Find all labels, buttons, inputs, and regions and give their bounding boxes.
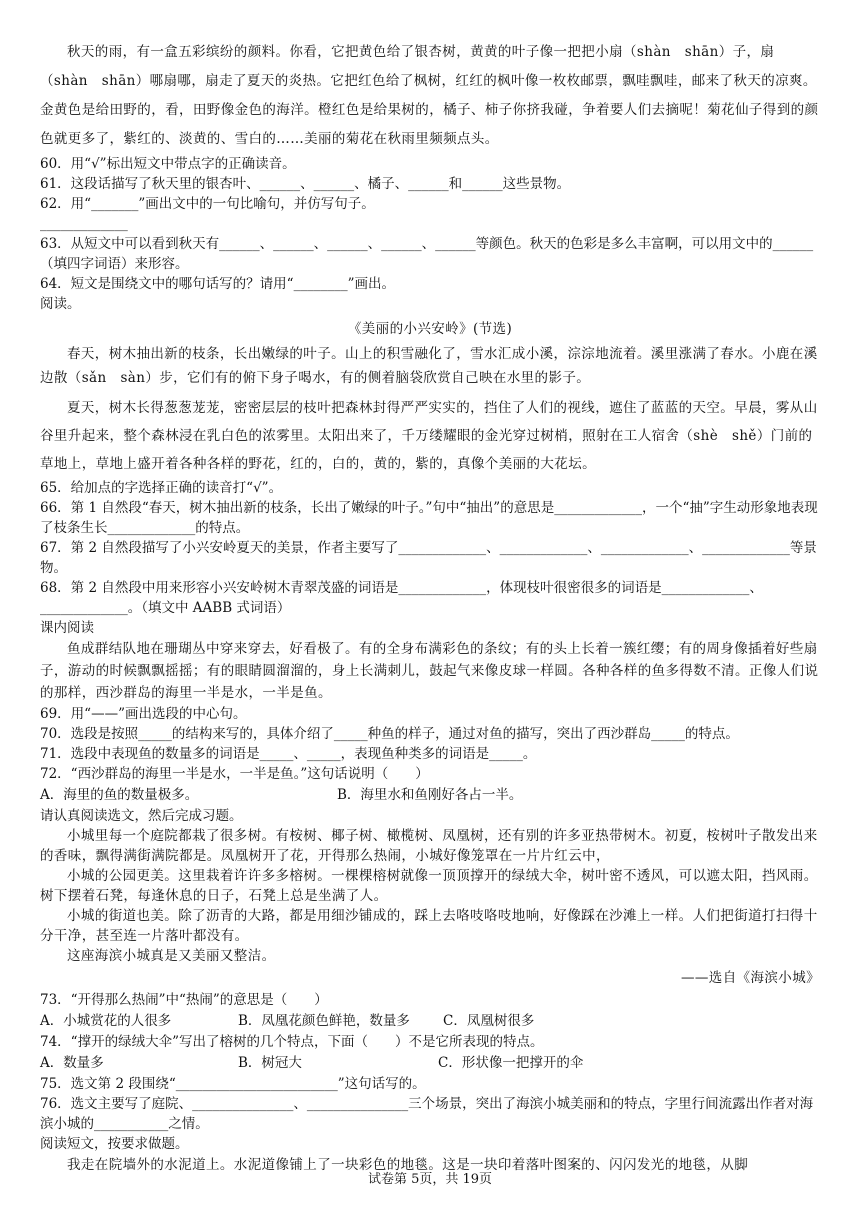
- text-line: 阅读短文，按要求做题。: [40, 1136, 189, 1152]
- text-line: 春天，树木抽出新的枝条，长出嫩绿的叶子。山上的积雪融化了，雪水汇成小溪，淙淙地流着。溪里涨满了春水。小鹿在溪边散（sǎn sàn）步，它们有的俯下身子喝水，有的侧着脑袋欣赏自己映在水里的影子。: [40, 346, 818, 386]
- text-line: 62．用“_______”画出文中的一句比喻句，并仿写句子。: [40, 196, 375, 212]
- text-line: 请认真阅读选文，然后完成习题。: [40, 808, 243, 824]
- q73-options: [40, 1010, 820, 1032]
- text-line: _____________: [40, 216, 128, 232]
- text-line: 课内阅读: [40, 620, 94, 636]
- text-line: 67．第 2 自然段描写了小兴安岭夏天的美景，作者主要写了_____________、_____________、_____________、_____________等景物。: [40, 540, 817, 576]
- option-item: A．小城赏花的人很多: [40, 1013, 172, 1029]
- text-line: 61．这段话描写了秋天里的银杏叶、______、______、橘子、______和______这些景物。: [40, 176, 571, 192]
- text-line: 69．用“——”画出选段的中心句。: [40, 706, 247, 722]
- option-item: A．海里的鱼的数量极多。: [40, 787, 199, 803]
- text-line: 65．给加点的字选择正确的读音打“√”。: [40, 480, 283, 496]
- q72-options: [40, 784, 820, 806]
- text-line: 《美丽的小兴安岭》(节选): [347, 321, 513, 337]
- option-item: B．海里水和鱼刚好各占一半。: [337, 787, 523, 803]
- exam-page: [40, 38, 820, 1176]
- text-line: ——选自《海滨小城》: [681, 970, 820, 986]
- option-item: C．凤凰树很多: [443, 1013, 535, 1029]
- text-line: 秋天的雨，有一盒五彩缤纷的颜料。你看，它把黄色给了银杏树，黄黄的叶子像一把把小扇（shàn shān）子，扇（shàn shān）哪扇哪，扇走了夏天的炎热。它把红色给了枫树，红红的枫叶像一枚枚邮票，飘哇飘哇，邮来了秋天的凉爽。金黄色是给田野的，看，田野像金色的海洋。橙红色是给果树的，橘子、柿子你挤我碰，争着要人们去摘呢！菊花仙子得到的颜色就更多了，紫红的、淡黄的、雪白的……美丽的菊花在秋雨里频频点头。: [40, 44, 819, 147]
- text-line: 72．“西沙群岛的海里一半是水，一半是鱼。”这句话说明（ ）: [40, 766, 429, 782]
- text-line: 这座海滨小城真是又美丽又整洁。: [67, 948, 276, 964]
- text-line: 66．第 1 自然段“春天，树木抽出新的枝条，长出了嫩绿的叶子。”句中“抽出”的意思是_____________，一个“抽”字生动形象地表现了枝条生长_____________的特点。: [40, 500, 818, 536]
- option-item: B．凤凰花颜色鲜艳，数量多: [238, 1013, 410, 1029]
- text-line: 小城的公园更美。这里栽着许许多多榕树。一棵棵榕树就像一顶顶撑开的绿绒大伞，树叶密不透风，可以遮太阳，挡风雨。树下摆着石凳，每逢休息的日子，石凳上总是坐满了人。: [40, 868, 818, 904]
- text-line: 76．选文主要写了庭院、_______________、_______________三个场景，突出了海滨小城美丽和的特点，字里行间流露出作者对海滨小城的___________之情。: [40, 1096, 814, 1132]
- text-line: 64．短文是围绕文中的哪句话写的？请用“________”画出。: [40, 276, 395, 292]
- page-footer: 试卷第 5页，共 19页: [367, 1172, 493, 1187]
- text-line: 鱼成群结队地在珊瑚丛中穿来穿去，好看极了。有的全身布满彩色的条纹；有的头上长着一簇红缨；有的周身像插着好些扇子，游动的时候飘飘摇摇；有的眼睛圆溜溜的，身上长满刺儿，鼓起气来像皮球一样圆。各种各样的鱼多得数不清。正像人们说的那样，西沙群岛的海里一半是水，一半是鱼。: [40, 641, 819, 701]
- text-line: 夏天，树木长得葱葱茏茏，密密层层的枝叶把森林封得严严实实的，挡住了人们的视线，遮住了蓝蓝的天空。早晨，雾从山谷里升起来，整个森林浸在乳白色的浓雾里。太阳出来了，千万缕耀眼的金光穿过树梢，照射在工人宿舍（shè shě）门前的草地上，草地上盛开着各种各样的野花，红的，白的，黄的，紫的，真像个美丽的大花坛。: [40, 400, 818, 472]
- text-line: 68．第 2 自然段中用来形容小兴安岭树木青翠茂盛的词语是_____________，体现枝叶很密很多的词语是_____________、_____________。（填文中 AABB 式词语）: [40, 580, 763, 616]
- text-line: 60．用“√”标出短文中带点字的正确读音。: [40, 156, 296, 172]
- text-line: 75．选文第 2 段围绕“________________________”这句话写的。: [40, 1076, 426, 1092]
- text-line: 小城里每一个庭院都栽了很多树。有桉树、椰子树、橄榄树、凤凰树，还有别的许多亚热带树木。初夏，桉树叶子散发出来的香味，飘得满街满院都是。凤凰树开了花，开得那么热闹，小城好像笼罩在一片片红云中，: [40, 828, 818, 864]
- passage-block-2: [40, 806, 820, 1010]
- option-item: C．形状像一把撑开的伞: [438, 1055, 584, 1071]
- q74-options: [40, 1052, 820, 1074]
- text-line: 63．从短文中可以看到秋天有______、______、______、______、______等颜色。秋天的色彩是多么丰富啊，可以用文中的______（填四字词语）来形容。: [40, 236, 814, 272]
- text-line: 70．选段是按照_____的结构来写的，具体介绍了_____种鱼的样子，通过对鱼的描写，突出了西沙群岛_____的特点。: [40, 726, 739, 742]
- option-item: B．树冠大: [238, 1055, 302, 1071]
- text-line: 阅读。: [40, 296, 81, 312]
- text-line: 73．“开得那么热闹”中“热闹”的意思是（ ）: [40, 992, 328, 1008]
- text-line: 71．选段中表现鱼的数量多的词语是_____、_____，表现鱼种类多的词语是_____。: [40, 746, 537, 762]
- text-line: 小城的街道也美。除了沥青的大路，都是用细沙铺成的，踩上去咯吱咯吱地响，好像踩在沙滩上一样。人们把街道打扫得十分干净，甚至连一片落叶都没有。: [40, 908, 818, 944]
- option-item: A．数量多: [40, 1055, 104, 1071]
- passage-block-3: [40, 1074, 820, 1176]
- passage-block-1: [40, 38, 820, 784]
- text-line: 我走在院墙外的水泥道上。水泥道像铺上了一块彩色的地毯。这是一块印着落叶图案的、闪闪发光的地毯，从脚: [67, 1157, 749, 1173]
- question-74: 74．“撑开的绿绒大伞”写出了榕树的几个特点，下面（ ）不是它所表现的特点。: [40, 1034, 544, 1050]
